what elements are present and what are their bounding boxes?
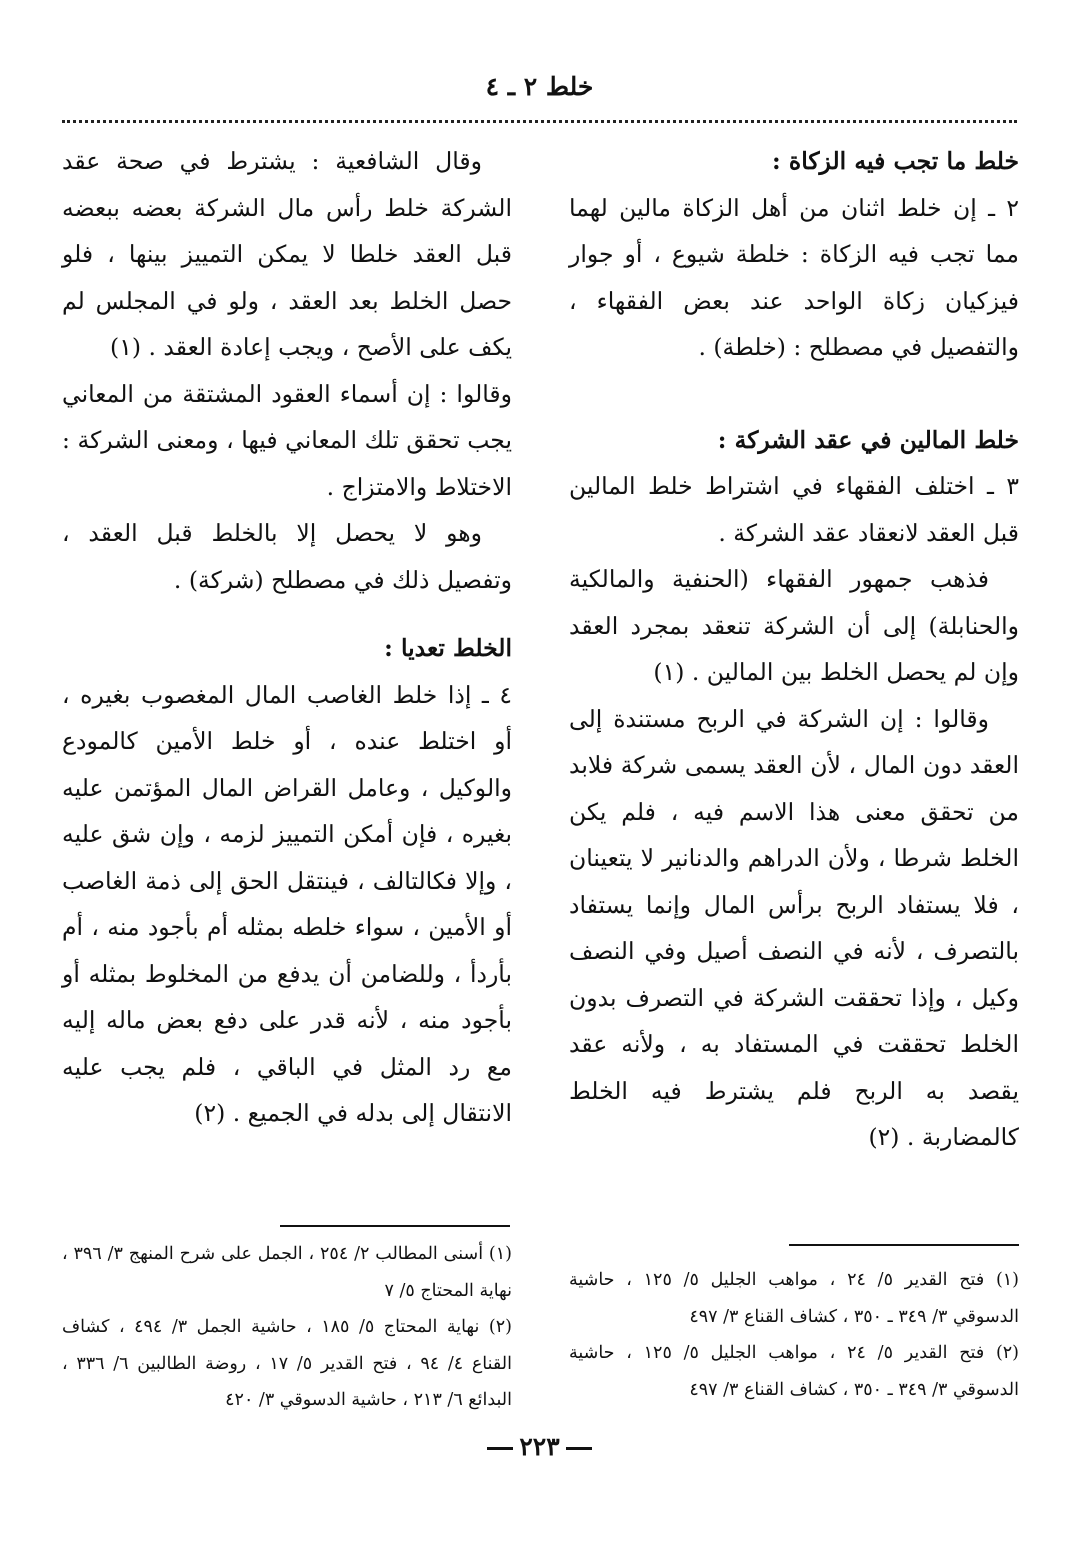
paragraph-2: ٢ ـ إن خلط اثنان من أهل الزكاة مالين لهما مما تجب فيه الزكاة : خلطة شيوع ، أو جوار فيزكيان زكاة الواحد عند بعض الفقهاء ، والتفصيل في مصطلح : (خلطة) . [569,193,1019,361]
footnote-left-2: (٢) نهاية المحتاج ٥/ ١٨٥ ، حاشية الجمل ٣/ ٤٩٤ ، كشاف القناع ٤/ ٩٤ ، فتح القدير ٥/ ١٧ ، روضة الطالبين ٦/ ٣٣٦ ، البدائع ٦/ ٢١٣ ، حاشية الدسوقي ٣/ ٤٢٠ [62,1317,512,1410]
page-number-dash-left [487,1447,513,1450]
page-number-value: ٢٢٣ [519,1432,560,1461]
page-number [0,1432,1079,1461]
footnote-right-2: (٢) فتح القدير ٥/ ٢٤ ، مواهب الجليل ٥/ ١٢٥ ، حاشية الدسوقي ٣/ ٣٤٩ ـ ٣٥٠ ، كشاف القناع ٣/ ٤٩٧ [569,1343,1019,1400]
right-column [569,138,1019,1161]
footnotes-right [569,1262,1019,1408]
paragraph-shafii-view: وقال الشافعية : يشترط في صحة عقد الشركة خلط رأس مال الشركة بعضه ببعضه قبل العقد خلطا لا يمكن التمييز بينها ، فلو حصل الخلط بعد العقد ، ولو في المجلس لم يكف على الأصح ، ويجب إعادة العقد . (١) [62,147,512,361]
header-dotted-rule [62,120,1017,123]
paragraph-majority-view: فذهب جمهور الفقهاء (الحنفية والمالكية والحنابلة) إلى أن الشركة تنعقد بمجرد العقد وإن لم يحصل الخلط بين المالين . (١) [569,565,1019,686]
footnote-rule-right [789,1244,1019,1246]
footnote-rule-left [280,1225,510,1227]
running-header [0,72,1079,101]
page-number-dash-right [566,1447,592,1450]
footnote-left-1: (١) أسنى المطالب ٢/ ٢٥٤ ، الجمل على شرح المنهج ٣/ ٣٩٦ ، نهاية المحتاج ٥/ ٧ [62,1244,512,1301]
header-title: خلط ٢ ـ ٤ [485,72,594,101]
paragraph-3: ٣ ـ اختلف الفقهاء في اشتراط خلط المالين قبل العقد لانعقاد عقد الشركة . [569,472,1019,547]
paragraph-contract-names: وقالوا : إن أسماء العقود المشتقة من المعاني يجب تحقق تلك المعاني فيها ، ومعنى الشركة : الاختلاط والامتزاج . [62,379,512,501]
footnote-right-1: (١) فتح القدير ٥/ ٢٤ ، مواهب الجليل ٥/ ١٢٥ ، حاشية الدسوقي ٣/ ٣٤٩ ـ ٣٥٠ ، كشاف القناع ٣/ ٤٩٧ [569,1270,1019,1327]
paragraph-mixing-before-contract: وهو لا يحصل إلا بالخلط قبل العقد ، وتفصيل ذلك في مصطلح (شركة) . [62,519,512,594]
footnotes-left [62,1236,512,1419]
section-heading-partnership: خلط المالين في عقد الشركة : [717,425,1019,454]
left-column [62,138,512,1137]
paragraph-4: ٤ ـ إذا خلط الغاصب المال المغصوب بغيره ، أو اختلط عنده ، أو خلط الأمين كالمودع والوكيل ، وعامل القراض المال المؤتمن عليه بغيره ، فإن أمكن التمييز لزمه ، وإن شق عليه ، وإلا فكالتالف ، فينتقل الحق إلى ذمة الغاصب أو الأمين ، سواء خلطه بمثله أم بأجود منه ، أم بأردأ ، وللضامن أن يدفع من المخلوط بمثله أو بأجود منه ، لأنه قدر على دفع بعض ماله إليه مع رد المثل في الباقي ، فلم يجب عليه الانتقال إلى بدله في الجميع . (٢) [62,680,512,1127]
section-heading-transgression: الخلط تعديا : [384,634,512,662]
paragraph-reasoning: وقالوا : إن الشركة في الربح مستندة إلى العقد دون المال ، لأن العقد يسمى شركة فلابد من تحقق معنى هذا الاسم فيه ، فلم يكن الخلط شرطا ، ولأن الدراهم والدنانير لا يتعينان ، فلا يستفاد الربح برأس المال وإنما يستفاد بالتصرف ، لأنه في النصف أصيل وفي النصف وكيل ، وإذا تحققت الشركة في التصرف بدون الخلط تحققت في المستفاد به ، ولأنه عقد يقصد به الربح فلم يشترط فيه الخلط كالمضاربة . (٢) [569,704,1019,1151]
section-heading-zakat: خلط ما تجب فيه الزكاة : [772,147,1019,175]
